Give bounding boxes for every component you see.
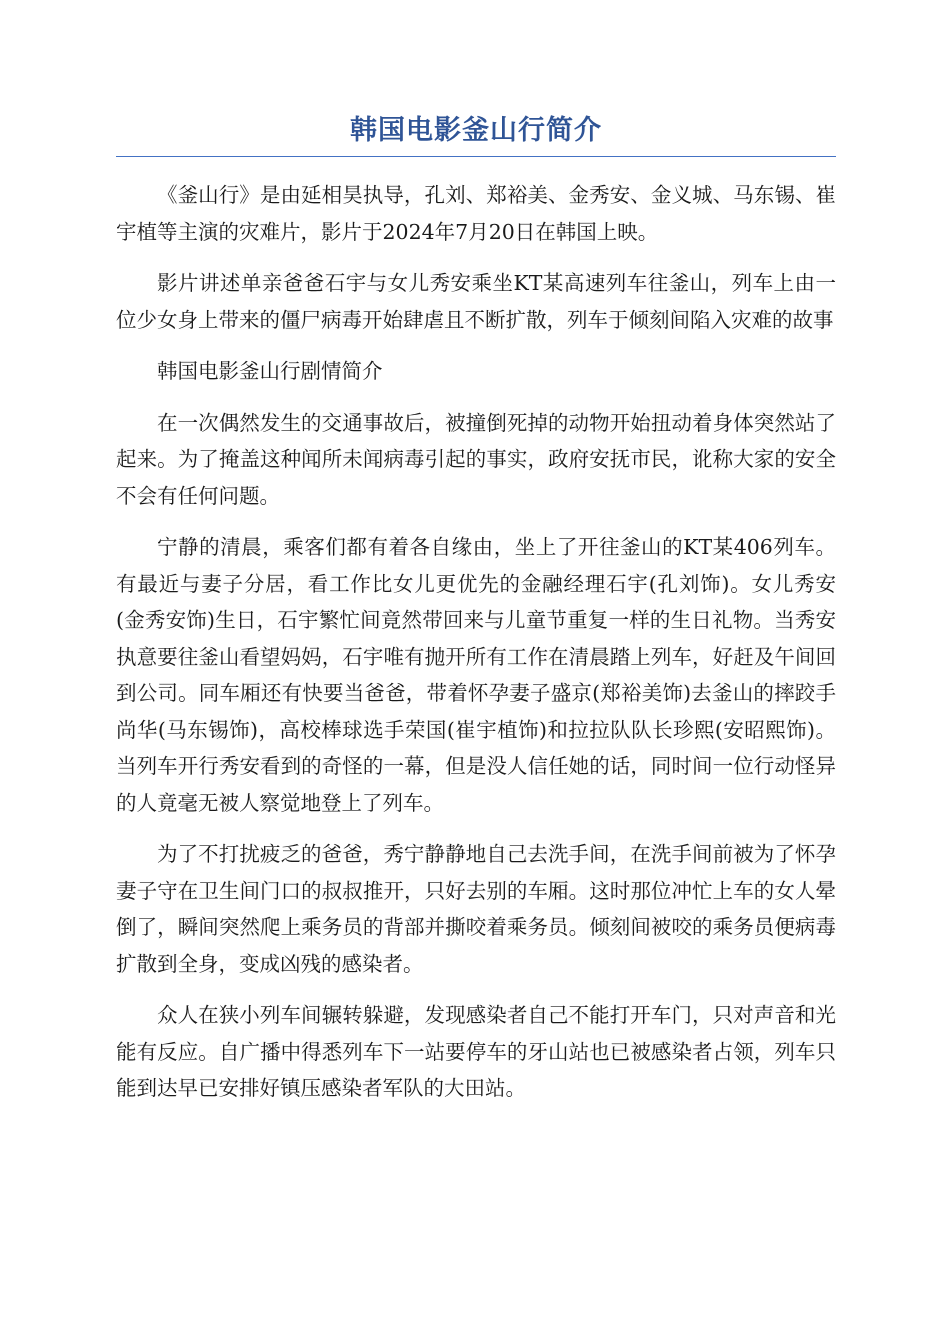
section-heading: 韩国电影釜山行剧情简介 — [157, 359, 383, 383]
paragraph-synopsis: 影片讲述单亲爸爸石宇与女儿秀安乘坐KT某高速列车往釜山，列车上由一位少女身上带来的僵尸病毒开始肆虐且不断扩散，列车于倾刻间陷入灾难的故事 — [116, 271, 836, 332]
paragraph-outbreak: 为了不打扰疲乏的爸爸，秀宁静静地自己去洗手间，在洗手间前被为了怀孕妻子守在卫生间门口的叔叔推开，只好去别的车厢。这时那位冲忙上车的女人晕倒了，瞬间突然爬上乘务员的背部并撕咬着乘务员。倾刻间被咬的乘务员便病毒扩散到全身，变成凶残的感染者。 — [116, 842, 836, 976]
document-body — [116, 177, 836, 1107]
paragraph-passengers: 宁静的清晨，乘客们都有着各自缘由，坐上了开往釜山的KT某406列车。有最近与妻子分居，看工作比女儿更优先的金融经理石宇(孔刘饰)。女儿秀安(金秀安饰)生日，石宇繁忙间竟然带回来与儿童节重复一样的生日礼物。当秀安执意要往釜山看望妈妈，石宇唯有抛开所有工作在清晨踏上列车，好赶及午间回到公司。同车厢还有快要当爸爸，带着怀孕妻子盛京(郑裕美饰)去釜山的摔跤手尚华(马东锡饰)，高校棒球选手荣国(崔宇植饰)和拉拉队队长珍熙(安昭熙饰)。当列车开行秀安看到的奇怪的一幕，但是没人信任她的话，同时间一位行动怪异的人竟毫无被人察觉地登上了列车。 — [116, 535, 836, 815]
paragraph-accident: 在一次偶然发生的交通事故后，被撞倒死掉的动物开始扭动着身体突然站了起来。为了掩盖这种闻所未闻病毒引起的事实，政府安抚市民，讹称大家的安全不会有任何问题。 — [116, 410, 836, 508]
document-page — [116, 112, 836, 1122]
paragraph-escape: 众人在狭小列车间辗转躲避，发现感染者自己不能打开车门，只对声音和光能有反应。自广播中得悉列车下一站要停车的牙山站也已被感染者占领，列车只能到达早已安排好镇压感染者军队的大田站。 — [116, 1003, 836, 1100]
document-title: 韩国电影釜山行简介 — [116, 112, 836, 157]
paragraph-intro: 《釜山行》是由延相昊执导，孔刘、郑裕美、金秀安、金义城、马东锡、崔宇植等主演的灾难片，影片于2024年7月20日在韩国上映。 — [116, 183, 836, 244]
